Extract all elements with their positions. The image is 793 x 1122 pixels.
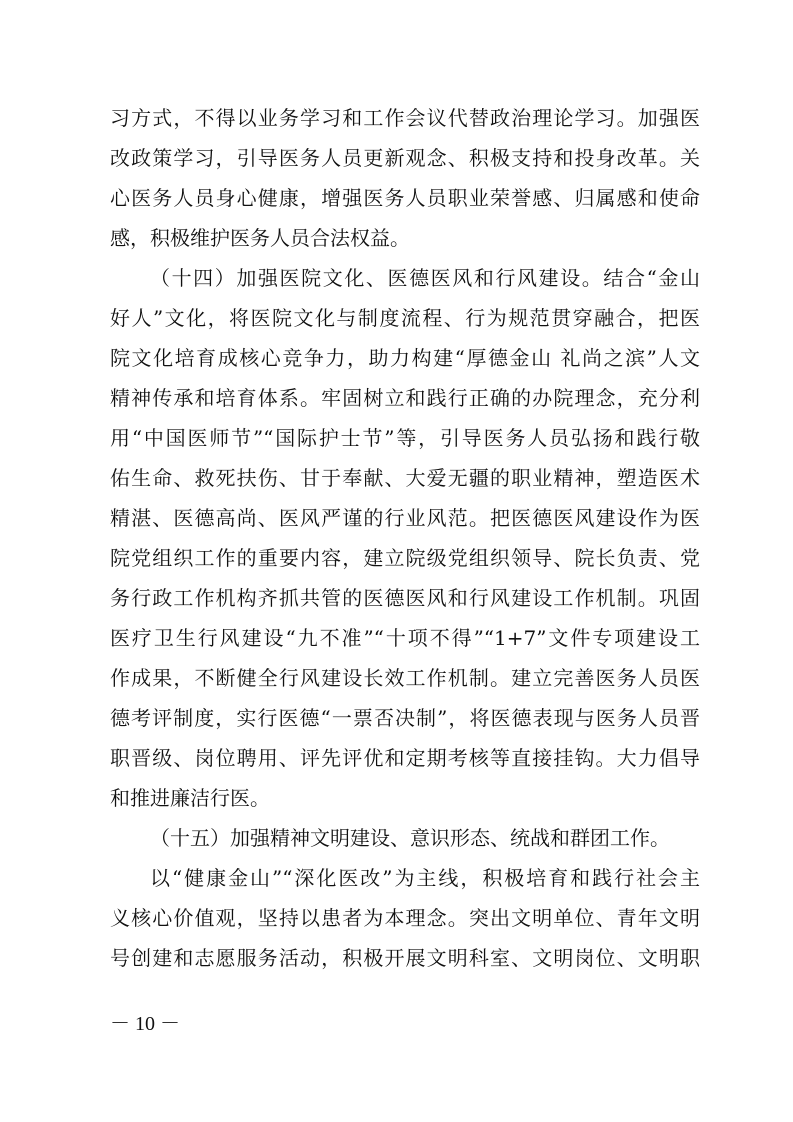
body-line-15: 作成果，不断健全行风建设长效工作机制。建立完善医务人员医 — [110, 666, 700, 690]
section-15-heading-line: （十五）加强精神文明建设、意识形态、统战和群团工作。 — [150, 826, 670, 850]
body-line-6: 好人”文化，将医院文化与制度流程、行为规范贯穿融合，把医 — [110, 306, 700, 330]
body-line-8: 精神传承和培育体系。牢固树立和践行正确的办院理念，充分利 — [110, 386, 700, 410]
body-line-7: 院文化培育成核心竞争力，助力构建“厚德金山 礼尚之滨”人文 — [110, 346, 700, 370]
body-line-18: 和推进廉洁行医。 — [110, 786, 270, 810]
body-line-11: 精湛、医德高尚、医风严谨的行业风范。把医德医风建设作为医 — [110, 506, 700, 530]
body-line-12: 院党组织工作的重要内容，建立院级党组织领导、院长负责、党 — [110, 546, 700, 570]
body-line-10: 佑生命、救死扶伤、甘于奉献、大爱无疆的职业精神，塑造医术 — [110, 466, 700, 490]
section-14-heading-line: （十四）加强医院文化、医德医风和行风建设。结合“金山 — [150, 266, 700, 290]
body-line-16: 德考评制度，实行医德“一票否决制”，将医德表现与医务人员晋 — [110, 706, 700, 730]
body-line-2: 改政策学习，引导医务人员更新观念、积极支持和投身改革。关 — [110, 146, 700, 170]
body-line-9: 用“中国医师节”“国际护士节”等，引导医务人员弘扬和践行敬 — [110, 426, 700, 450]
body-line-17: 职晋级、岗位聘用、评先评优和定期考核等直接挂钩。大力倡导 — [110, 746, 700, 770]
body-line-3: 心医务人员身心健康，增强医务人员职业荣誉感、归属感和使命 — [110, 186, 700, 210]
body-line-14: 医疗卫生行风建设“九不准”“十项不得”“1+7”文件专项建设工 — [110, 626, 700, 650]
body-line-1: 习方式，不得以业务学习和工作会议代替政治理论学习。加强医 — [110, 106, 700, 130]
body-line-22: 号创建和志愿服务活动，积极开展文明科室、文明岗位、文明职 — [110, 946, 700, 970]
body-line-20: 以“健康金山”“深化医改”为主线，积极培育和践行社会主 — [150, 866, 700, 890]
body-line-21: 义核心价值观，坚持以患者为本理念。突出文明单位、青年文明 — [110, 906, 700, 930]
body-line-4: 感，积极维护医务人员合法权益。 — [110, 226, 410, 250]
body-line-13: 务行政工作机构齐抓共管的医德医风和行风建设工作机制。巩固 — [110, 586, 700, 610]
page-number: － 10 － — [110, 1013, 180, 1035]
